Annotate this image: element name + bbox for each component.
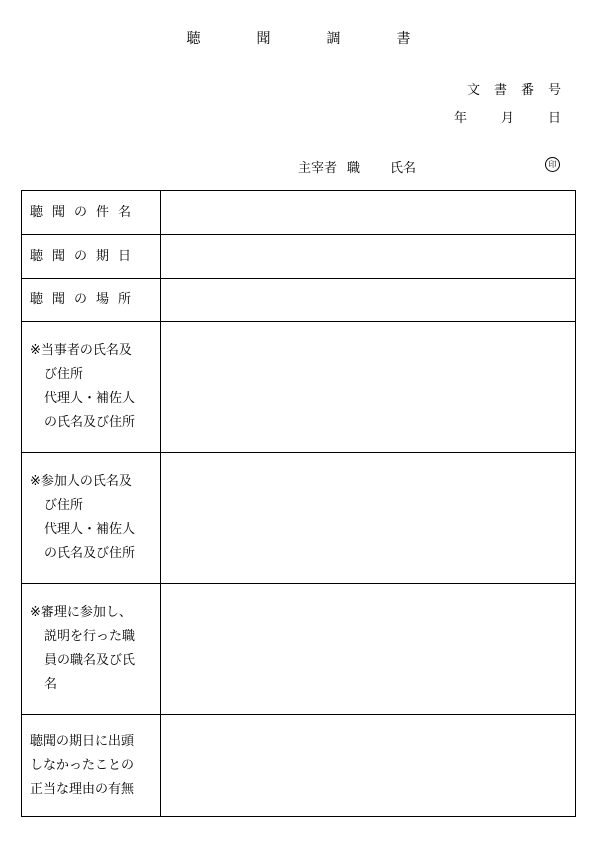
table-row xyxy=(22,191,576,235)
label-line: 聴聞の件名 xyxy=(30,204,141,220)
date-year: 年 xyxy=(453,111,467,126)
label-line: の氏名及び住所 xyxy=(44,415,136,430)
table-row xyxy=(22,584,576,715)
label-line: び住所 xyxy=(44,498,84,513)
table-row xyxy=(22,235,576,279)
label-line: 員の職名及び氏 xyxy=(44,653,136,668)
label-line: 説明を行った職 xyxy=(44,629,136,644)
label-line: 聴聞の期日に出頭 xyxy=(30,733,135,749)
document-title xyxy=(0,28,597,48)
presider-title: 主宰者 xyxy=(298,161,338,176)
row-label xyxy=(22,235,161,279)
label-line: 正当な理由の有無 xyxy=(30,781,135,797)
docno-char: 号 xyxy=(547,83,561,98)
row-label xyxy=(22,715,161,817)
title-char: 聞 xyxy=(256,31,271,47)
table-row xyxy=(22,322,576,453)
label-line: ※参加人の氏名及 xyxy=(30,474,132,489)
table-row xyxy=(22,279,576,322)
name-label: 氏名 xyxy=(390,161,417,176)
label-line: の氏名及び住所 xyxy=(44,546,136,561)
row-label xyxy=(22,191,161,235)
label-line: 名 xyxy=(44,677,58,692)
party-info-field[interactable] xyxy=(161,322,576,453)
docno-char: 文 xyxy=(466,83,480,98)
date-month: 月 xyxy=(500,111,514,126)
docno-char: 番 xyxy=(520,83,534,98)
label-line: ※審理に参加し、 xyxy=(30,605,132,620)
justification-field[interactable] xyxy=(161,715,576,817)
hearing-place-field[interactable] xyxy=(161,279,576,322)
label-line: 聴聞の期日 xyxy=(30,248,141,264)
label-line: び住所 xyxy=(44,367,84,382)
document-date xyxy=(420,107,561,126)
hearing-date-field[interactable] xyxy=(161,235,576,279)
docno-char: 書 xyxy=(493,83,507,98)
label-line: 代理人・補佐人 xyxy=(44,391,136,406)
row-label xyxy=(22,322,161,453)
seal-icon: 印 xyxy=(545,157,560,172)
table-row xyxy=(22,715,576,817)
label-line: ※当事者の氏名及 xyxy=(30,343,132,358)
label-line: 聴聞の場所 xyxy=(30,292,141,307)
label-line: 代理人・補佐人 xyxy=(44,522,136,537)
title-char: 書 xyxy=(396,31,411,47)
document-number xyxy=(453,79,561,98)
row-label xyxy=(22,453,161,584)
title-char: 聴 xyxy=(186,31,201,47)
title-char: 調 xyxy=(326,31,341,47)
row-label xyxy=(22,584,161,715)
participant-info-field[interactable] xyxy=(161,453,576,584)
position-label: 職 xyxy=(347,161,361,176)
label-line: しなかったことの xyxy=(30,757,135,773)
hearing-record-table xyxy=(21,190,576,817)
presider-signature xyxy=(298,157,560,176)
staff-info-field[interactable] xyxy=(161,584,576,715)
row-label xyxy=(22,279,161,322)
table-row xyxy=(22,453,576,584)
case-name-field[interactable] xyxy=(161,191,576,235)
date-day: 日 xyxy=(547,111,561,126)
